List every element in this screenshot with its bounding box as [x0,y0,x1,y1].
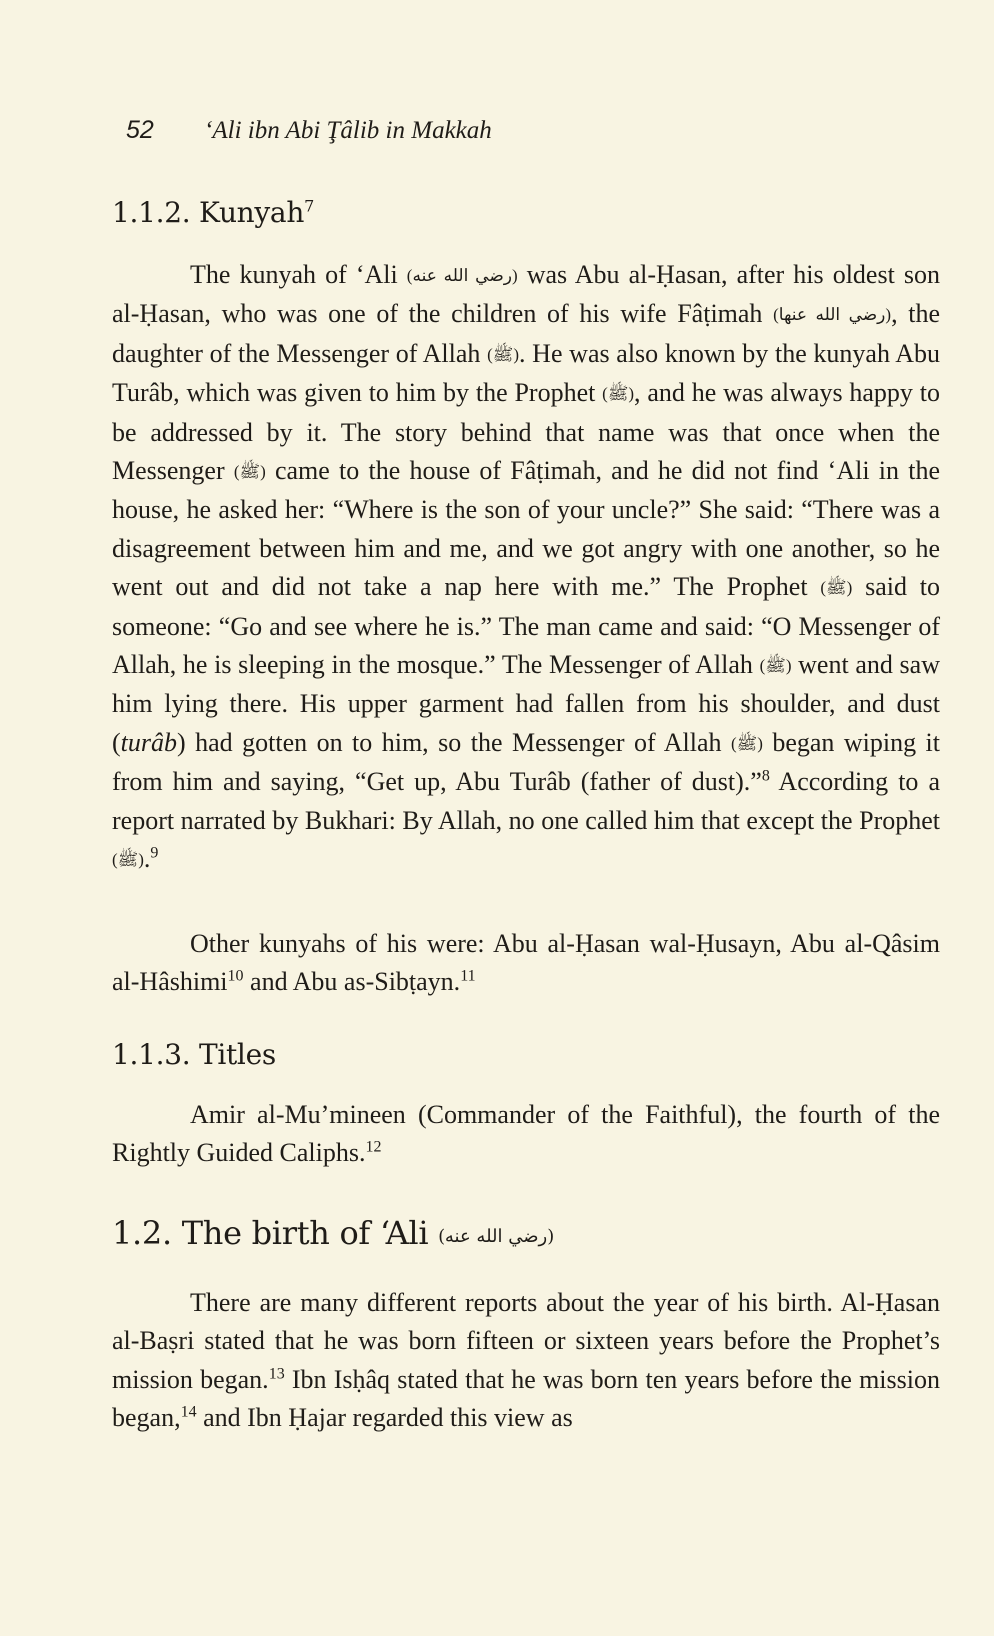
heading-birth [112,1214,554,1252]
honorific-icon: (ﷺ) [112,850,144,870]
text-run: Other kunyahs of his were: Abu al-Ḥasan wal-Ḥusayn, Abu al-Qâsim al-Hâshimi [112,929,940,997]
running-title: ‘Ali ibn Abi Ţâlib in Makkah [204,117,492,144]
honorific-icon: (ﷺ) [759,656,792,676]
text-run: and Ibn Ḥajar regarded this view as [196,1403,573,1433]
text-run: said to someone: “Go and see where he is.” The man came and said: “O Messenger of Allah, he is sleeping in the mosque.” The Messenger of Allah [112,572,941,680]
running-header [126,116,492,145]
text-run: According to a report narrated by Bukhari: By Allah, no one called him that except the Prophet [112,767,940,835]
text-run: . He was also known by the kunyah Abu Turâb, which was given to him by the Prophet [112,338,940,408]
heading-text: 1.2. The birth of ‘Ali [112,1214,429,1252]
honorific-icon: (ﷺ) [730,733,763,753]
footnote-ref: 12 [365,1138,382,1156]
text-run: . [143,844,151,874]
footnote-ref: 7 [304,196,314,216]
text-run: began wiping it from him and saying, “Get up, Abu Turâb (father of dust).” [112,727,940,797]
honorific-icon: (ﷺ) [820,578,853,598]
honorific-icon: (رضي الله عنه) [438,1226,554,1247]
paragraph [112,256,940,880]
text-run: came to the house of Fâṭimah, and he did not find ‘Ali in the house, he asked her: “Where is the son of your uncle?” She said: “There was a disagreement between him and me, and we got angry with one another, so he went out and did not take a nap here with me.” The Prophet [112,456,940,602]
page-number: 52 [126,116,154,144]
italic-term: turâb [120,727,178,757]
honorific-icon: (ﷺ) [487,344,519,364]
paragraph [112,1284,940,1438]
heading-text: 1.1.3. Titles [112,1038,276,1071]
honorific-icon: (رضي الله عنه) [406,266,518,285]
heading-text: 1.1.2. Kunyah [112,196,305,229]
heading-titles [112,1038,276,1071]
text-run: ) had gotten on to him, so the Messenger of Allah [177,727,731,757]
text-run: The kunyah of ‘Ali [190,260,407,289]
footnote-ref: 13 [268,1365,285,1383]
footnote-ref: 14 [180,1403,197,1421]
text-run: Ibn Isḥâq stated that he was born ten years before the mission began, [112,1364,940,1433]
heading-kunyah [112,196,314,229]
text-run: There are many different reports about the year of his birth. Al-Ḥasan al-Baṣri stated that he was born fifteen or sixteen years before the Prophet’s mission began. [112,1288,940,1394]
footnote-ref: 10 [227,967,244,985]
honorific-icon: (ﷺ) [233,462,266,482]
text-run: and Abu as-Sibṭayn. [243,967,461,997]
text-run: went and saw him lying there. His upper garment had fallen from his shoulder, and dust ( [112,650,940,757]
footnote-ref: 11 [460,967,476,985]
text-run: , the daughter of the Messenger of Allah [112,299,941,368]
honorific-icon: (ﷺ) [602,384,635,404]
text-run: was Abu al-Ḥasan, after his oldest son al-Ḥasan, who was one of the children of his wife Fâṭimah [112,260,940,329]
text-run: Amir al-Mu’mineen (Commander of the Faithful), the fourth of the Rightly Guided Caliphs. [112,1100,940,1168]
paragraph [112,1096,940,1173]
paragraph [112,925,940,1002]
honorific-icon: (رضي الله عنها) [773,305,892,325]
footnote-ref: 9 [150,844,159,862]
text-run: , and he was always happy to be addressed by it. The story behind that name was that once when the Messenger [112,378,940,486]
footnote-ref: 8 [761,767,770,785]
